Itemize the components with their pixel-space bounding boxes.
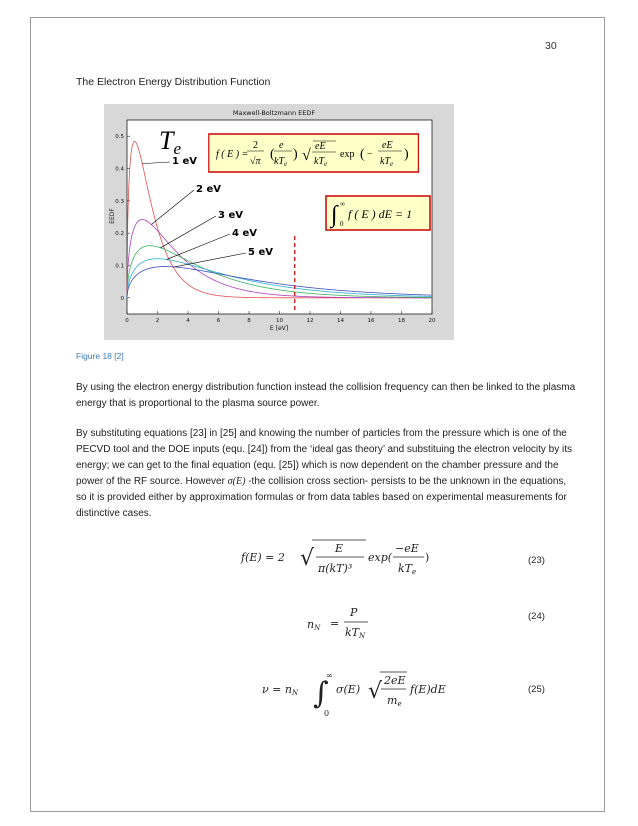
svg-text:f ( E ) dE = 1: f ( E ) dE = 1	[348, 207, 413, 221]
svg-text:): )	[293, 147, 298, 162]
svg-text:√: √	[302, 147, 311, 164]
svg-text:∫: ∫	[313, 676, 329, 711]
series-label: 2 eV	[196, 184, 221, 195]
x-tick-label: 0	[125, 318, 129, 324]
paragraph-2-part-b: -the collision cross section- persists to be the unknown in the equations, so it is provided either by approximation formulas or from data tables based on experimental measurements for distinctive cases.	[76, 476, 567, 519]
svg-text:√π: √π	[250, 156, 261, 167]
y-tick-label: 0	[120, 295, 124, 302]
svg-text:−: −	[367, 149, 373, 160]
x-tick-label: 14	[337, 318, 344, 324]
y-axis-label: EEDF	[109, 208, 116, 224]
y-tick-label: 0.2	[115, 231, 124, 238]
x-tick-label: 6	[216, 318, 221, 324]
svg-text:exp: exp	[340, 149, 355, 160]
svg-text:f ( E ) =: f ( E ) =	[216, 149, 249, 160]
svg-text:nN: nN	[307, 618, 321, 632]
svg-text:∫: ∫	[331, 202, 338, 228]
page-number: 30	[545, 40, 557, 52]
equation-24	[0, 596, 638, 646]
svg-text:2eE: 2eE	[384, 674, 406, 687]
paragraph-2-part-a: By substituting equations [23] in [25] and knowing the number of particles from the pressure which is one of the PECVD tool and the DOE inputs (equ. [24]) from the ‘ideal gas theory’ and substituing the electron velocity by its energy; we can get to the final equation (equ. [25]) which is now dependent on the chamber pressure and the power of the RF source. However	[76, 428, 573, 487]
svg-text:kTe: $kT_e$	[274, 156, 288, 168]
svg-text:kTe: $kT_e$	[380, 156, 394, 168]
svg-text:∞: ∞	[326, 671, 333, 680]
section-heading: The Electron Energy Distribution Function	[76, 76, 271, 88]
x-tick-label: 16	[367, 318, 375, 324]
series-label: 1 eV	[172, 156, 197, 167]
svg-text:f(E)dE: f(E)dE	[410, 683, 446, 696]
equation-24-number: (24)	[528, 611, 545, 622]
svg-text:): )	[425, 551, 430, 564]
x-tick-label: 10	[276, 318, 283, 324]
svg-text:√: √	[368, 679, 383, 704]
equation-25-number: (25)	[528, 684, 545, 695]
svg-text:eE: eE	[382, 140, 393, 151]
sigma-symbol: σ(E)	[227, 476, 246, 487]
y-tick-label: 0.4	[115, 166, 124, 173]
svg-text:0: 0	[340, 220, 344, 228]
x-tick-label: 18	[398, 318, 405, 324]
series-label: 4 eV	[232, 228, 257, 239]
svg-text:E: E	[335, 542, 344, 555]
svg-text:ν = nN: ν = nN	[262, 683, 299, 697]
series-label: 3 eV	[218, 210, 243, 221]
svg-text:f(E) = 2: f(E) = 2	[241, 551, 285, 564]
equation-25	[0, 662, 638, 724]
paragraph-1: By using the electron energy distribution function instead the collision frequency can then be linked to the plasma energy that is proportional to the plasma source power.	[76, 382, 576, 409]
x-tick-label: 2	[155, 318, 160, 324]
svg-text:(: (	[270, 147, 275, 162]
svg-text:kTe: $kT_e$	[314, 156, 328, 168]
svg-text:(: (	[360, 147, 365, 162]
svg-text:π(kT)³: π(kT)³	[318, 562, 353, 575]
chart-title: Maxwell-Boltzmann EEDF	[232, 109, 316, 117]
svg-text:P: P	[350, 606, 358, 619]
y-tick-label: 0.3	[115, 198, 124, 205]
y-tick-label: 0.1	[115, 263, 124, 270]
figure-caption: Figure 18 [2]	[76, 351, 124, 361]
svg-text:σ(E): σ(E)	[336, 683, 361, 696]
y-tick-label: 0.5	[115, 134, 124, 141]
svg-text:e: e	[279, 140, 284, 151]
svg-text:kTN: kTN	[345, 626, 366, 640]
x-axis-label: E [eV]	[269, 325, 289, 332]
svg-text:kTe: kTe	[398, 562, 417, 576]
svg-text:2: 2	[253, 140, 258, 151]
svg-text:∞: ∞	[340, 200, 345, 208]
x-tick-label: 4	[186, 318, 190, 324]
series-label: 5 eV	[248, 247, 273, 258]
equation-23-number: (23)	[528, 555, 545, 566]
svg-text:0: 0	[324, 709, 330, 718]
paragraph-2	[76, 426, 576, 522]
svg-text:eE: eE	[315, 141, 326, 152]
te-symbol: Te	[159, 126, 182, 158]
svg-text:): )	[404, 147, 409, 162]
svg-text:√: √	[300, 546, 315, 571]
eedf-figure	[104, 104, 454, 340]
x-tick-label: 20	[428, 318, 436, 324]
svg-text:exp(: exp(	[368, 551, 393, 564]
svg-text:−eE: −eE	[395, 542, 419, 555]
svg-text:=: =	[330, 617, 340, 630]
x-tick-label: 8	[247, 318, 251, 324]
equation-23	[0, 532, 638, 582]
svg-text:me: me	[387, 694, 402, 708]
x-tick-label: 12	[306, 318, 314, 324]
